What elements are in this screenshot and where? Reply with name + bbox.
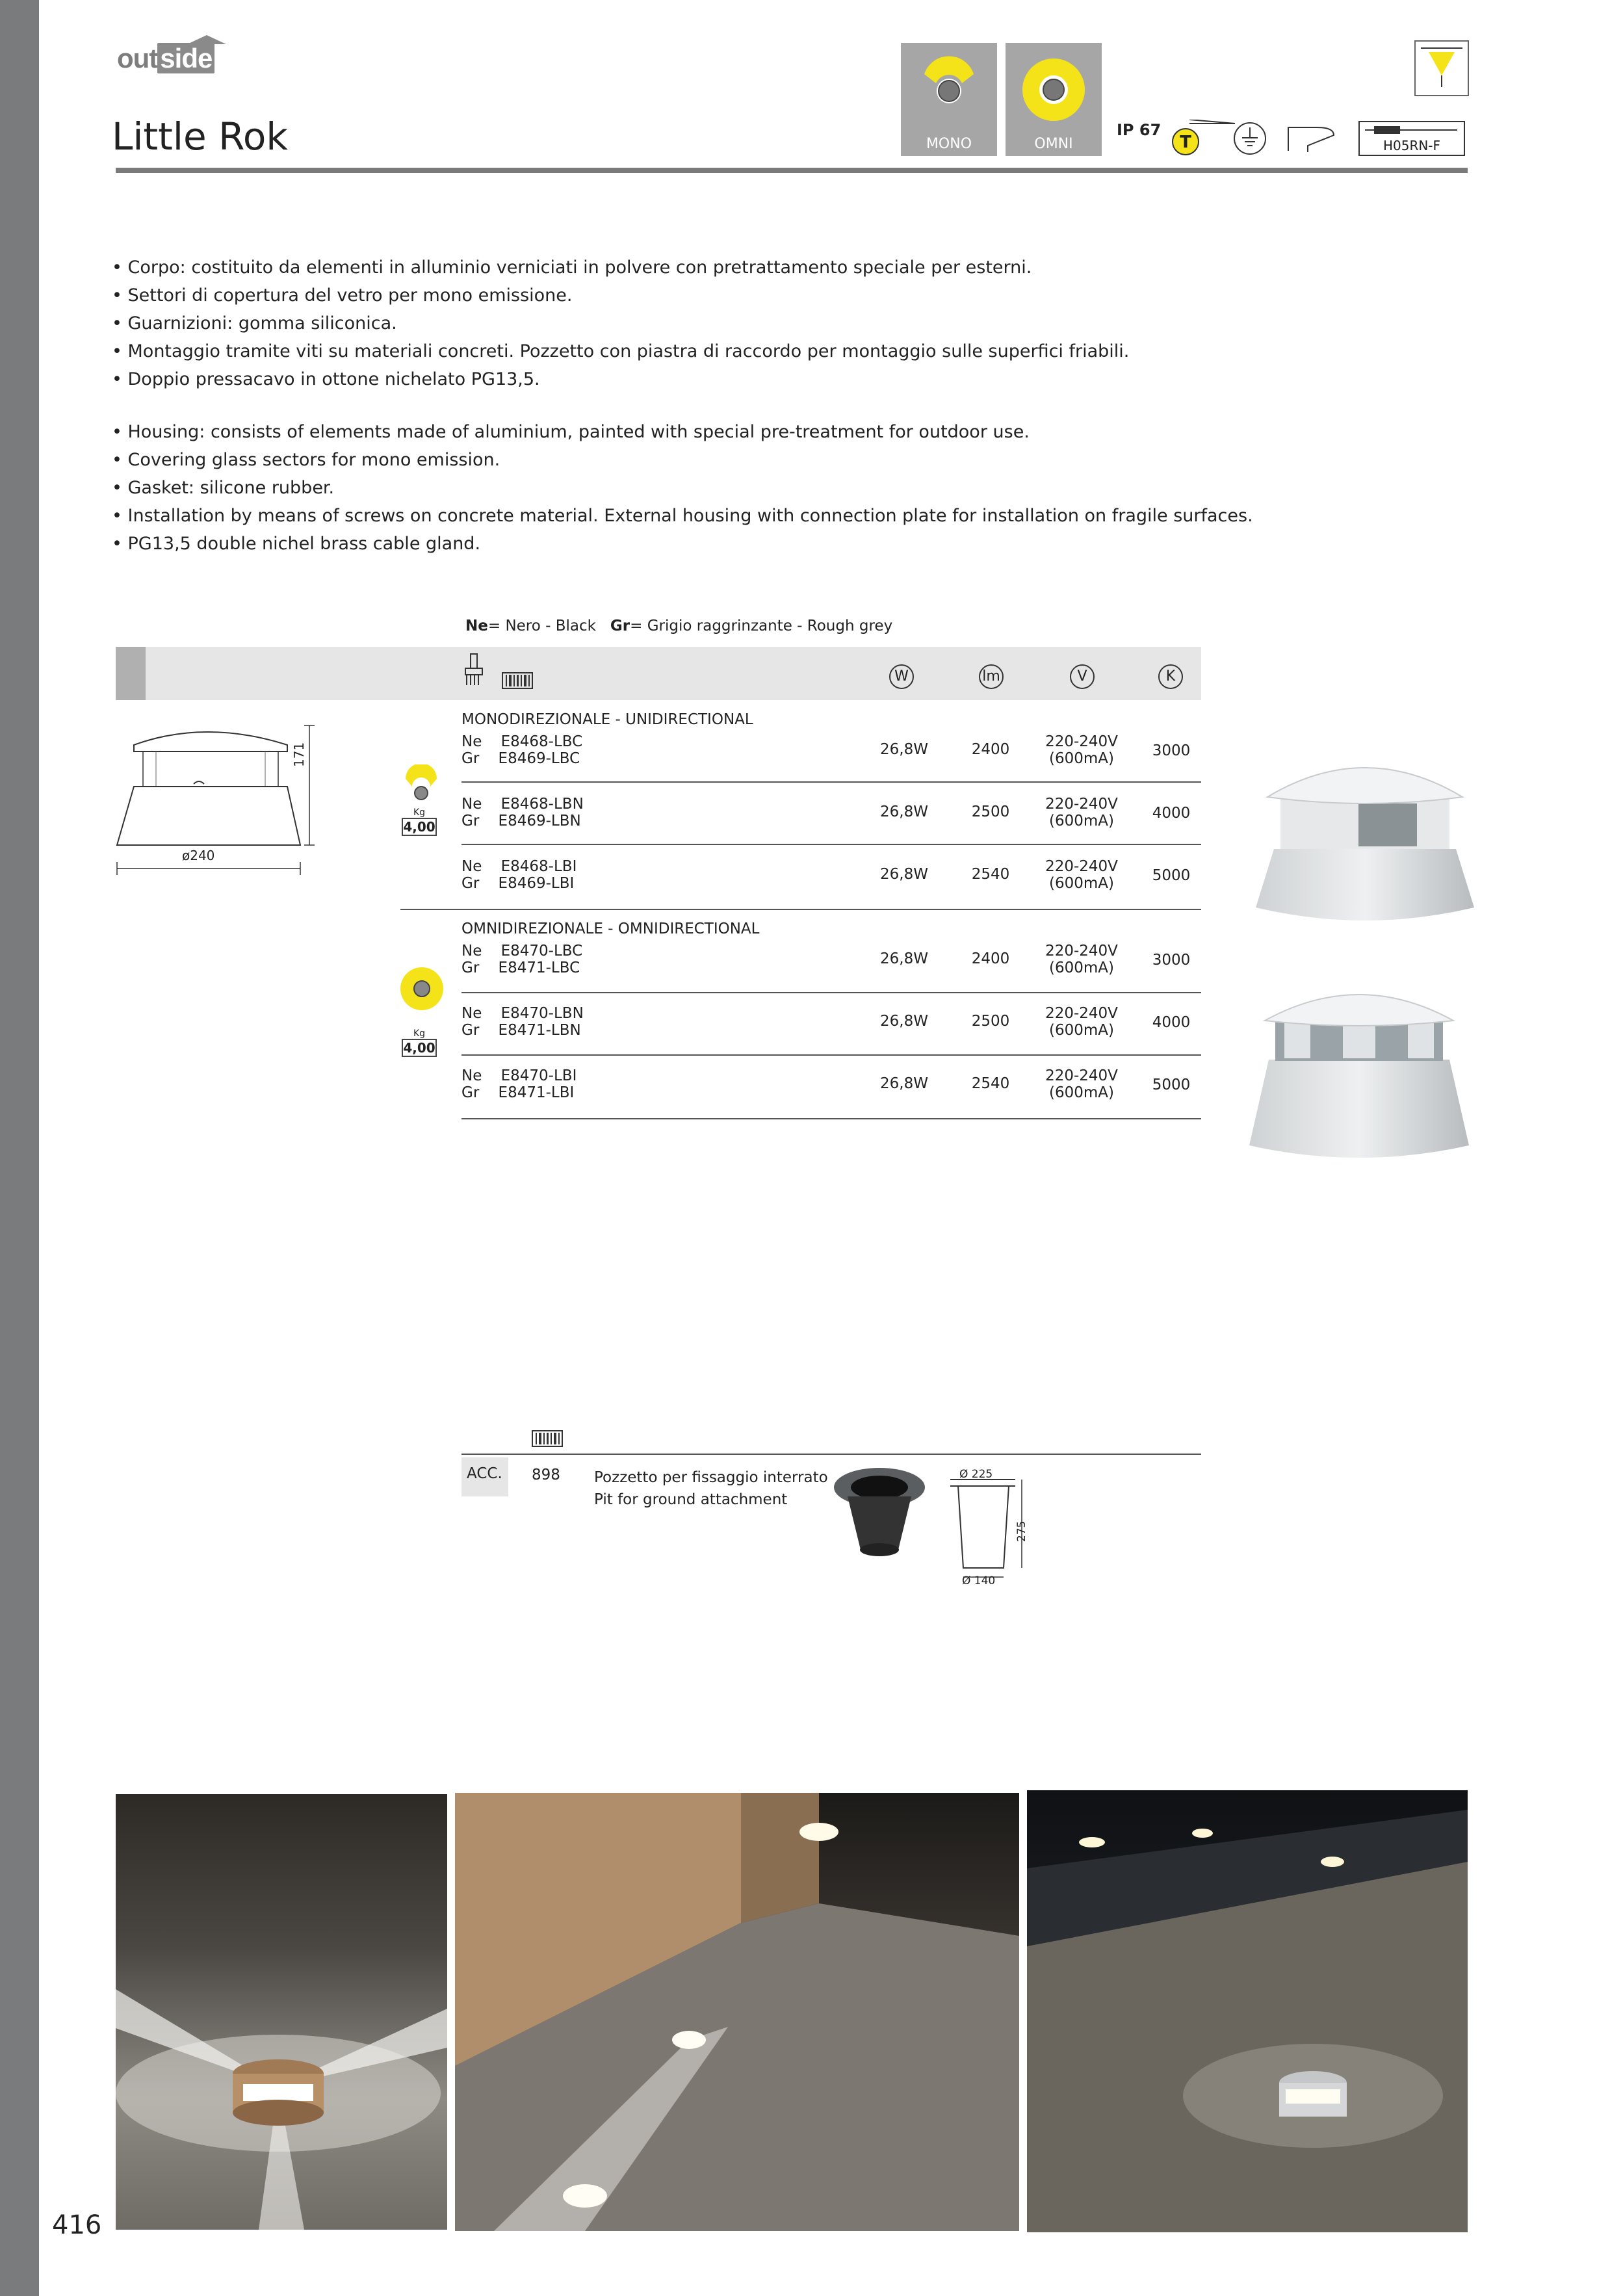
accessory-divider xyxy=(461,1454,1201,1455)
row-divider xyxy=(461,992,1201,993)
finish-legend xyxy=(465,618,892,634)
current-text: (600mA) xyxy=(1049,813,1114,829)
legend-ne-code: Ne xyxy=(465,618,488,634)
lumen-value: 2400 xyxy=(971,741,1010,758)
height-dimension: 171 xyxy=(291,742,307,767)
article-code: E8471-LBC xyxy=(498,959,580,976)
description-line: • Installation by means of screws on concrete material. External housing with connection plate for installation on fragile surfaces. xyxy=(112,506,1253,526)
article-code: E8469-LBC xyxy=(498,750,580,767)
finish-code: Gr xyxy=(461,959,480,976)
current-text: (600mA) xyxy=(1049,1022,1114,1039)
page-title: Little Rok xyxy=(112,114,288,159)
volt-column-icon: V xyxy=(1070,664,1095,689)
legend-ne-text: = Nero - Black xyxy=(487,618,596,634)
mono-emission-icon xyxy=(901,43,997,134)
legend-gr-code: Gr xyxy=(610,618,630,634)
kelvin-value: 3000 xyxy=(1152,952,1191,969)
surface-mount-icon xyxy=(1286,122,1338,156)
title-rule xyxy=(116,168,1468,173)
kelvin-value: 3000 xyxy=(1152,742,1191,759)
finish-code: Gr xyxy=(461,1022,480,1039)
current-text: (600mA) xyxy=(1049,959,1114,976)
barcode-icon xyxy=(502,672,533,689)
photo-3-scene xyxy=(1027,1790,1468,2232)
description-line: • Gasket: silicone rubber. xyxy=(112,478,335,498)
logo-text-side: side xyxy=(157,43,214,73)
description-line: • Covering glass sectors for mono emission. xyxy=(112,450,500,470)
watt-value: 26,8W xyxy=(880,950,928,967)
table-row xyxy=(461,943,582,976)
accessory-label: ACC. xyxy=(461,1457,508,1496)
photo-1-scene xyxy=(116,1794,447,2230)
table-row xyxy=(461,858,577,892)
installation-photo-3 xyxy=(1027,1790,1468,2232)
description-line: • Corpo: costituito da elementi in alluminio verniciati in polvere con pretrattamento speciale per esterni. xyxy=(112,257,1032,278)
voltage-value xyxy=(1043,733,1121,767)
finish-code: Ne xyxy=(461,1067,482,1084)
temperature-class-icon xyxy=(1170,120,1241,159)
voltage-value xyxy=(1043,1005,1121,1039)
lumen-value: 2540 xyxy=(971,1075,1010,1092)
table-header-lead xyxy=(116,647,146,700)
page-sidebar xyxy=(0,0,39,2296)
kelvin-value: 4000 xyxy=(1152,805,1191,822)
accessory-desc-it: Pozzetto per fissaggio interrato xyxy=(594,1469,828,1486)
installation-photo-2 xyxy=(455,1793,1019,2231)
omni-tile-label: OMNI xyxy=(1034,136,1073,152)
light-beam-box xyxy=(1414,40,1469,96)
accessory-code: 898 xyxy=(532,1467,560,1483)
watt-value: 26,8W xyxy=(880,741,928,758)
lumen-column-icon: lm xyxy=(979,664,1004,689)
omni-weight-value: 4,00 xyxy=(402,1039,437,1057)
mono-weight-unit: Kg xyxy=(413,807,426,818)
article-code: E8470-LBI xyxy=(500,1067,577,1084)
accessory-desc-en: Pit for ground attachment xyxy=(594,1491,788,1508)
table-header-bar xyxy=(116,647,1201,700)
section-title-omni: OMNIDIREZIONALE - OMNIDIRECTIONAL xyxy=(461,920,760,937)
ip-rating: IP 67 xyxy=(1117,121,1162,139)
lumen-value: 2500 xyxy=(971,803,1010,820)
article-code: E8470-LBC xyxy=(500,943,583,959)
cable-type-label: H05RN-F xyxy=(1383,138,1441,153)
logo-text-out: out xyxy=(117,43,158,73)
description-line: • Guarnizioni: gomma siliconica. xyxy=(112,313,397,333)
section-divider xyxy=(400,909,1201,910)
watt-value: 26,8W xyxy=(880,1075,928,1092)
mono-weight xyxy=(402,807,437,836)
earth-ground-icon xyxy=(1232,121,1267,156)
diameter-dimension: ø240 xyxy=(182,848,215,863)
finish-code: Ne xyxy=(461,858,482,875)
light-beam-icon xyxy=(1416,42,1468,95)
finish-code: Ne xyxy=(461,733,482,750)
kelvin-value: 5000 xyxy=(1152,1076,1191,1093)
lumen-value: 2400 xyxy=(971,950,1010,967)
watt-value: 26,8W xyxy=(880,1013,928,1030)
description-line: • Settori di copertura del vetro per mono emissione. xyxy=(112,285,573,306)
finish-code: Ne xyxy=(461,796,482,813)
kelvin-value: 5000 xyxy=(1152,867,1191,884)
pit-top-diameter: Ø 225 xyxy=(959,1468,993,1481)
finish-code: Gr xyxy=(461,1084,480,1101)
finish-code: Gr xyxy=(461,813,480,829)
watt-column-icon: W xyxy=(889,664,914,689)
logo-roof-shape xyxy=(187,35,226,44)
voltage-value xyxy=(1043,796,1121,829)
accessory-description xyxy=(594,1467,828,1511)
paint-brush-icon xyxy=(463,653,486,689)
finish-code: Ne xyxy=(461,1005,482,1022)
current-text: (600mA) xyxy=(1049,750,1114,767)
table-row xyxy=(461,733,582,767)
voltage-value xyxy=(1043,943,1121,976)
photo-2-scene xyxy=(455,1793,1019,2231)
brand-logo xyxy=(117,43,214,74)
voltage-value xyxy=(1043,858,1121,892)
cable-type-box xyxy=(1358,121,1465,156)
description-line: • Doppio pressacavo in ottone nichelato PG13,5. xyxy=(112,369,540,389)
article-code: E8469-LBI xyxy=(498,875,575,892)
voltage-value xyxy=(1043,1067,1121,1101)
table-row xyxy=(461,1005,584,1039)
omni-emission-small-icon xyxy=(399,966,445,1011)
description-line: • Montaggio tramite viti su materiali concreti. Pozzetto con piastra di raccordo per montaggio sulle superfici friabili. xyxy=(112,341,1130,361)
table-row xyxy=(461,796,584,829)
volt-text: 220-240V xyxy=(1045,1005,1118,1022)
omni-emission-tile xyxy=(1006,43,1102,156)
description-line: • Housing: consists of elements made of aluminium, painted with special pre-treatment for outdoor use. xyxy=(112,422,1030,442)
volt-text: 220-240V xyxy=(1045,1067,1118,1084)
cable-icon xyxy=(1360,122,1464,138)
description-line: • PG13,5 double nichel brass cable gland. xyxy=(112,534,481,554)
table-row xyxy=(461,1067,577,1101)
description-italian xyxy=(112,254,1129,393)
omni-weight-unit: Kg xyxy=(413,1028,426,1039)
accessory-pit-image xyxy=(831,1465,928,1561)
description-english xyxy=(112,418,1253,558)
mono-emission-tile xyxy=(901,43,997,156)
volt-text: 220-240V xyxy=(1045,858,1118,875)
mono-weight-value: 4,00 xyxy=(402,818,437,836)
omni-weight xyxy=(402,1028,437,1057)
current-text: (600mA) xyxy=(1049,875,1114,892)
legend-gr-text: = Grigio raggrinzante - Rough grey xyxy=(630,618,893,634)
article-code: E8468-LBN xyxy=(500,796,584,813)
finish-code: Gr xyxy=(461,750,480,767)
watt-value: 26,8W xyxy=(880,866,928,883)
omni-emission-icon xyxy=(1006,43,1102,134)
kelvin-column-icon: K xyxy=(1158,664,1183,689)
product-image-omni xyxy=(1239,975,1479,1164)
accessory-barcode-icon xyxy=(532,1430,563,1447)
mono-emission-small-icon xyxy=(402,764,441,803)
lumen-value: 2540 xyxy=(971,866,1010,883)
article-code: E8468-LBI xyxy=(500,858,577,875)
article-code: E8470-LBN xyxy=(500,1005,584,1022)
product-image-mono xyxy=(1248,745,1482,927)
row-divider xyxy=(461,1054,1201,1056)
watt-value: 26,8W xyxy=(880,803,928,820)
svg-text:T: T xyxy=(1180,133,1191,152)
installation-photo-1 xyxy=(116,1794,447,2230)
article-code: E8471-LBN xyxy=(498,1022,581,1039)
row-divider xyxy=(461,844,1201,845)
volt-text: 220-240V xyxy=(1045,943,1118,959)
volt-text: 220-240V xyxy=(1045,733,1118,750)
current-text: (600mA) xyxy=(1049,1084,1114,1101)
kelvin-value: 4000 xyxy=(1152,1014,1191,1031)
page-number: 416 xyxy=(52,2210,102,2240)
article-code: E8469-LBN xyxy=(498,813,581,829)
pit-height: 275 xyxy=(1015,1520,1028,1542)
article-code: E8468-LBC xyxy=(500,733,583,750)
finish-code: Ne xyxy=(461,943,482,959)
row-divider xyxy=(461,781,1201,783)
mono-tile-label: MONO xyxy=(926,136,972,152)
row-divider xyxy=(461,1118,1201,1119)
pit-bottom-diameter: Ø 140 xyxy=(962,1574,996,1587)
volt-text: 220-240V xyxy=(1045,796,1118,813)
section-title-mono: MONODIREZIONALE - UNIDIRECTIONAL xyxy=(461,711,753,728)
article-code: E8471-LBI xyxy=(498,1084,575,1101)
finish-code: Gr xyxy=(461,875,480,892)
lumen-value: 2500 xyxy=(971,1013,1010,1030)
